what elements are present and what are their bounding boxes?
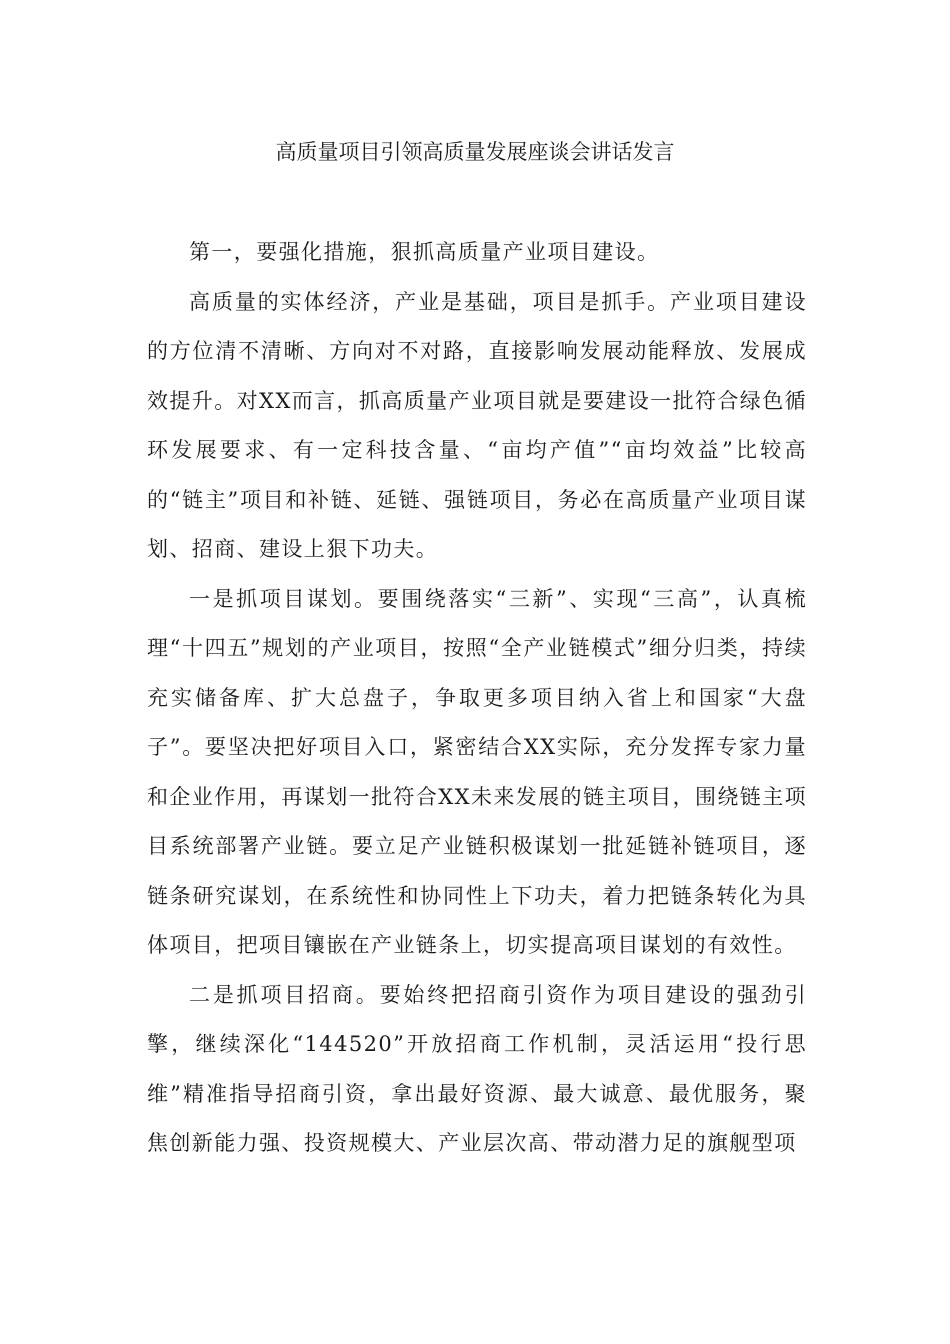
paragraph-section-heading: 第一，要强化措施，狠抓高质量产业项目建设。: [189, 240, 660, 264]
document-body: [147, 228, 807, 1169]
document-title: 高质量项目引领高质量发展座谈会讲话发言: [275, 140, 675, 164]
paragraph-project-investment: 二是抓项目招商。要始终把招商引资作为项目建设的强劲引擎，继续深化“144520”开放招商工作机制，灵活运用“投行思维”精准指导招商引资，拿出最好资源、最大诚意、最优服务，聚焦创新能力强、投资规模大、产业层次高、带动潜力足的旗舰型项: [147, 982, 807, 1155]
paragraph-intro: 高质量的实体经济，产业是基础，项目是抓手。产业项目建设的方位清不清晰、方向对不对路，直接影响发展动能释放、发展成效提升。对XX而言，抓高质量产业项目就是要建设一批符合绿色循环发展要求、有一定科技含量、“亩均产值”“亩均效益”比较高的“链主”项目和补链、延链、强链项目，务必在高质量产业项目谋划、招商、建设上狠下功夫。: [147, 289, 807, 561]
paragraph-project-planning: 一是抓项目谋划。要围绕落实“三新”、实现“三高”，认真梳理“十四五”规划的产业项目，按照“全产业链模式”细分归类，持续充实储备库、扩大总盘子，争取更多项目纳入省上和国家“大盘子”。要坚决把好项目入口，紧密结合XX实际，充分发挥专家力量和企业作用，再谋划一批符合XX未来发展的链主项目，围绕链主项目系统部署产业链。要立足产业链积极谋划一批延链补链项目，逐链条研究谋划，在系统性和协同性上下功夫，着力把链条转化为具体项目，把项目镶嵌在产业链条上，切实提高项目谋划的有效性。: [147, 586, 807, 957]
